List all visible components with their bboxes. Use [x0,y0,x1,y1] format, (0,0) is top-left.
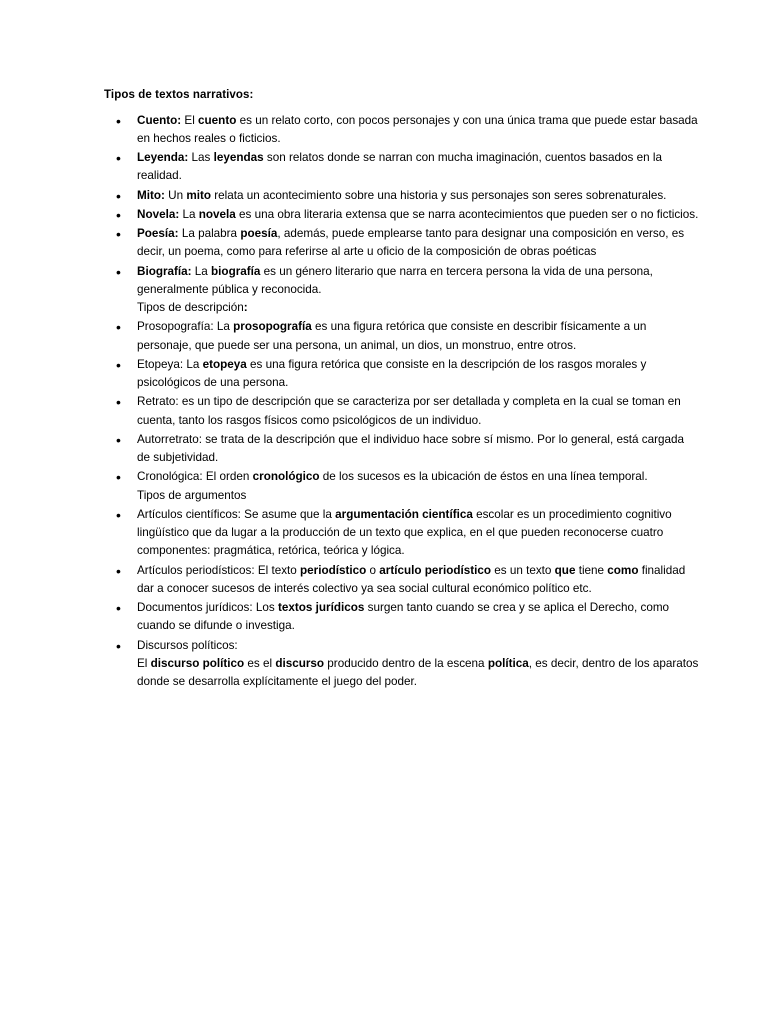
body-text: es un género literario que narra en tercera persona la vida de una persona, generalmente pública y reconocida. [137,264,653,296]
body-text: La palabra [178,227,241,241]
emphasis-text: discurso político [150,656,245,670]
body-text: es un texto [491,563,555,577]
list-item-text [137,189,666,202]
list-item-text [137,470,648,483]
body-text: es un relato corto, con pocos personajes y con una única trama que puede estar basada en hechos reales o ficticios. [137,113,698,145]
item-autorretrato [100,431,700,468]
body-text: es el [244,656,276,670]
body-text: son relatos donde se narran con mucha imaginación, cuentos basados en la realidad. [137,151,662,183]
item-poesia [100,225,700,262]
emphasis-text: como [607,563,639,577]
emphasis-text: argumentación científica [335,507,473,521]
list-item-text [137,433,684,464]
item-articulos-cientificos [100,506,700,561]
emphasis-text: Biografía: [137,264,192,278]
list-item-text [137,395,681,426]
body-text: Artículos científicos: Se asume que la [137,507,336,521]
list-item-text [137,114,698,145]
item-leyenda [100,149,700,186]
emphasis-text: Poesía: [137,227,179,241]
item-retrato [100,393,700,430]
body-text: de los sucesos es la ubicación de éstos en una línea temporal. [319,470,648,484]
body-text: La [191,264,212,278]
body-text: Tipos de descripción [137,301,244,315]
emphasis-text: Mito: [137,188,165,202]
item-etopeya [100,356,700,393]
list-item-text [137,320,646,351]
emphasis-text: novela [198,207,236,221]
list-item-text [137,639,238,652]
emphasis-text: biografía [211,264,261,278]
emphasis-text: Leyenda: [137,151,189,165]
emphasis-text: Novela: [137,207,180,221]
item-cuento [100,112,700,149]
body-text: tiene [575,563,608,577]
body-text: Etopeya: La [137,357,203,371]
subheading-line [137,299,700,317]
body-text: Documentos jurídicos: Los [137,601,278,615]
item-biografia [100,263,700,318]
list-item-text [137,151,662,182]
list-item-text [137,265,653,296]
emphasis-text: artículo periodístico [379,563,491,577]
emphasis-text: mito [186,188,212,202]
body-text: El [181,113,199,127]
emphasis-text: prosopografía [233,320,312,334]
body-text: Autorretrato: se trata de la descripción que el individuo hace sobre sí mismo. Por lo general, está cargada de subjetividad. [137,432,685,465]
body-text: Las [188,151,214,165]
emphasis-text: cronológico [252,470,320,484]
list-item-text [137,601,669,632]
body-text: , es decir, dentro de los aparatos donde se desarrolla explícitamente el juego del poder. [137,656,699,689]
body-text: surgen tanto cuando se crea y se aplica el Derecho, como cuando se difunde o investiga. [137,601,670,633]
body-text: es una obra literaria extensa que se narra acontecimientos que pueden ser o no ficticios. [235,207,699,221]
item-prosopografia [100,318,700,355]
body-text: Un [164,188,187,202]
item-novela [100,206,700,224]
subheading-line [137,487,700,505]
body-text: finalidad dar a conocer sucesos de interés colectivo ya sea social cultural económico político etc. [137,563,686,595]
emphasis-text: que [554,563,576,577]
emphasis-text: cuento [198,113,237,127]
body-text: Cronológica: El orden [137,470,253,484]
emphasis-text: etopeya [202,357,247,371]
body-text: Prosopografía: La [137,320,234,334]
emphasis-text: poesía [240,227,278,241]
page-title: Tipos de textos narrativos: [104,89,254,101]
item-mito [100,187,700,205]
emphasis-text: Cuento: [137,113,182,127]
emphasis-text: leyendas [213,151,264,165]
body-text: Discursos políticos: [137,638,238,652]
list-item-text [137,227,684,258]
list-item-text [137,358,646,389]
emphasis-text: textos jurídicos [277,601,365,615]
body-text: Artículos periodísticos: El texto [137,563,301,577]
item-cronologica [100,468,700,505]
body-text: relata un acontecimiento sobre una historia y sus personajes son seres sobrenaturales. [211,188,667,202]
body-text: es una figura retórica que consiste en la descripción de los rasgos morales y psicológicos de una persona. [137,357,647,390]
body-text: , además, puede emplearse tanto para designar una composición en verso, es decir, un poema, como para referirse al arte u oficio de la composición de obras poéticas [137,227,685,259]
body-text: La [179,207,199,221]
emphasis-text: política [487,656,529,670]
subheading-line [137,655,700,692]
narrative-types-list [100,112,700,692]
emphasis-text: periodístico [300,563,367,577]
body-text: escolar es un procedimiento cognitivo lingüístico que da lugar a la producción de un texto que explica, en el que pueden reconocerse cuatro componentes: pragmática, retórica, teórica y lógica. [137,507,672,558]
list-item-text [137,564,685,595]
body-text: es una figura retórica que consiste en describir físicamente a un personaje, que puede ser una persona, un animal, un dios, un monstruo, entre otros. [137,320,647,352]
body-text: El [137,656,151,670]
emphasis-text: : [243,301,248,315]
list-item-text [137,508,672,558]
emphasis-text: discurso [275,656,325,670]
body-text: o [366,563,380,577]
item-articulos-periodisticos [100,562,700,599]
list-item-text [137,208,698,221]
item-documentos-juridicos [100,599,700,636]
body-text: producido dentro de la escena [324,656,488,670]
body-text: Tipos de argumentos [137,488,247,502]
body-text: Retrato: es un tipo de descripción que se caracteriza por ser detallada y completa en la cual se toman en cuenta, tanto los rasgos físicos como psicológicos de un individuo. [137,395,681,427]
item-discursos-politicos [100,637,700,692]
